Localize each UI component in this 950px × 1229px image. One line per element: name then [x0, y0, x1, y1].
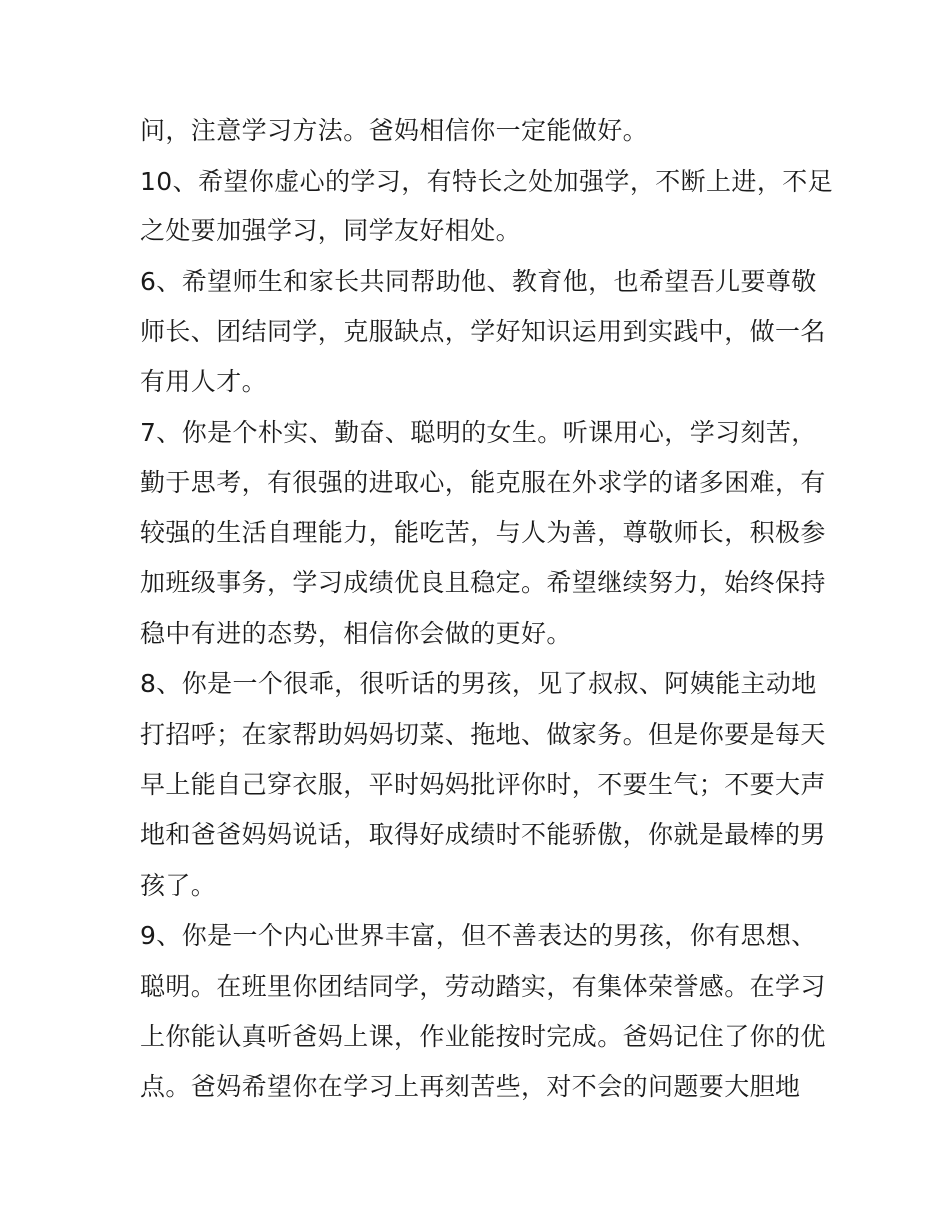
text-line: 有用人才。	[140, 367, 268, 396]
text-line: 问，注意学习方法。爸妈相信你一定能做好。	[140, 116, 649, 145]
text-line: 9、你是一个内心世界丰富，但不善表达的男孩，你有思想、	[140, 921, 817, 950]
text-line: 地和爸爸妈妈说话，取得好成绩时不能骄傲，你就是最棒的男	[140, 820, 826, 849]
text-line: 6、希望师生和家长共同帮助他、教育他，也希望吾儿要尊敬	[140, 267, 817, 296]
text-line: 7、你是个朴实、勤奋、聪明的女生。听课用心，学习刻苦，	[140, 418, 817, 447]
text-line: 较强的生活自理能力，能吃苦，与人为善，尊敬师长，积极参	[140, 518, 826, 547]
text-line: 加班级事务，学习成绩优良且稳定。希望继续努力，始终保持	[140, 568, 826, 597]
text-line: 聪明。在班里你团结同学，劳动踏实，有集体荣誉感。在学习	[140, 972, 826, 1001]
text-line: 8、你是一个很乖，很听话的男孩，见了叔叔、阿姨能主动地	[140, 669, 817, 698]
text-line: 稳中有进的态势，相信你会做的更好。	[140, 619, 572, 648]
text-line: 孩了。	[140, 871, 217, 900]
text-line: 之处要加强学习，同学友好相处。	[140, 216, 522, 245]
text-line: 早上能自己穿衣服，平时妈妈批评你时，不要生气；不要大声	[140, 770, 826, 799]
text-line: 勤于思考，有很强的进取心，能克服在外求学的诸多困难，有	[140, 468, 826, 497]
text-line: 10、希望你虚心的学习，有特长之处加强学，不断上进，不足	[140, 167, 834, 196]
text-line: 点。爸妈希望你在学习上再刻苦些，对不会的问题要大胆地	[140, 1072, 801, 1101]
text-line: 打招呼；在家帮助妈妈切菜、拖地、做家务。但是你要是每天	[140, 720, 826, 749]
text-line: 上你能认真听爸妈上课，作业能按时完成。爸妈记住了你的优	[140, 1022, 826, 1051]
text-line: 师长、团结同学，克服缺点，学好知识运用到实践中，做一名	[140, 317, 826, 346]
